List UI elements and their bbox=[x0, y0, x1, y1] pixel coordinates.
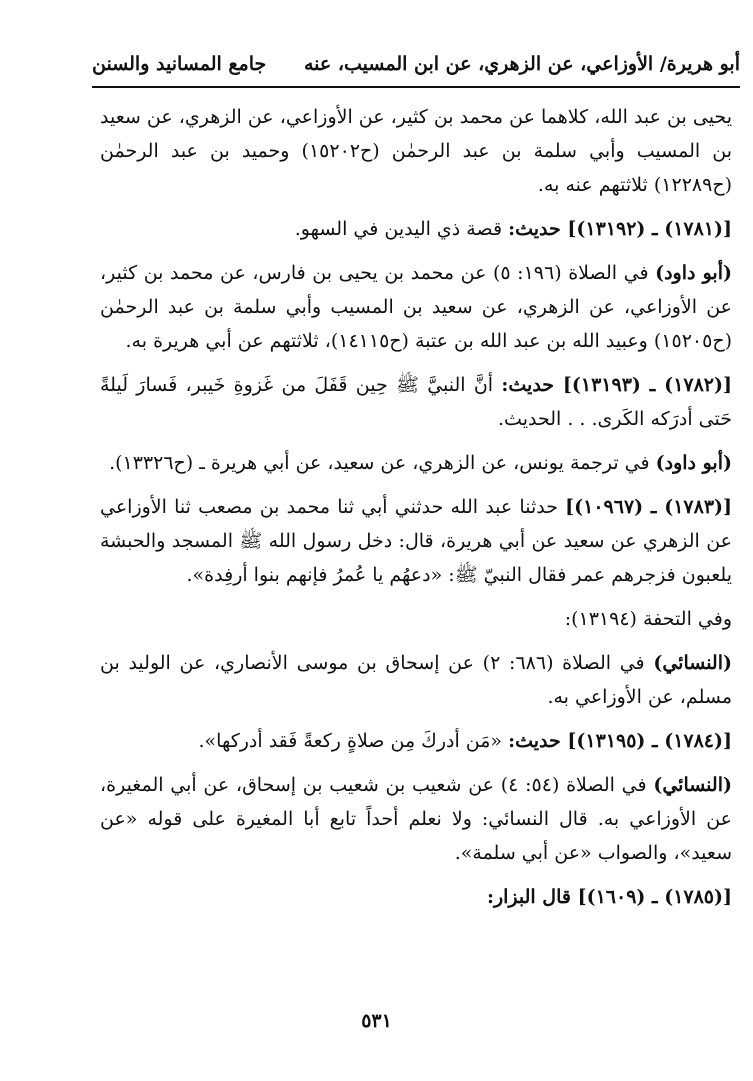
paragraph-text: في الصلاة (٥٤: ٤) عن شعيب بن شعيب بن إسحاق، عن أبي المغيرة، عن الأوزاعي به. قال النسائي: ولا نعلم أحداً تابع أبا المغيرة على قوله «عن سعيد»، والصواب «عن أبي سلمة». bbox=[100, 774, 732, 864]
paragraph-text: حدثنا عبد الله حدثني أبي ثنا محمد بن مصعب ثنا الأوزاعي عن الزهري عن سعيد عن أبي هريرة، قال: دخل رسول الله ﷺ المسجد والحبشة يلعبون فزجرهم عمر فقال النبيّ ﷺ: «دعهُم يا عُمرُ فإنهم بنوا أرفِدة». bbox=[100, 496, 732, 586]
source-name: (النسائي) bbox=[653, 774, 732, 796]
running-header bbox=[92, 44, 740, 84]
hadith-entry bbox=[100, 368, 732, 436]
entry-heading: [(١٧٨١) ـ (١٣١٩٢)] حديث: bbox=[508, 218, 732, 240]
paragraph-text: «مَن أدركَ مِن صلاةٍ ركعةً فَقد أدركها». bbox=[198, 730, 509, 752]
paragraph bbox=[100, 602, 732, 636]
source-name: (أبو داود) bbox=[655, 452, 732, 474]
hadith-entry bbox=[100, 490, 732, 592]
entry-heading: [(١٧٨٤) ـ (١٣١٩٥)] حديث: bbox=[508, 730, 732, 752]
header-book-title: جامع المسانيد والسنن bbox=[92, 53, 267, 75]
hadith-entry bbox=[100, 212, 732, 246]
source-name: (النسائي) bbox=[653, 652, 732, 674]
entry-heading: [(١٧٨٣) ـ (١٠٩٦٧)] bbox=[565, 496, 733, 518]
paragraph bbox=[100, 256, 732, 358]
header-chapter-title: أبو هريرة/ الأوزاعي، عن الزهري، عن ابن المسيب، عنه bbox=[304, 53, 740, 75]
paragraph-text: أنَّ النبيَّ ﷺ حِين قَفَلَ من غَزوةِ خَيبر، فَسارَ لَيلةً حَتى أدرَكه الكَرى. . . الحديث. bbox=[100, 374, 732, 430]
paragraph-text: في الصلاة (١٩٦: ٥) عن محمد بن يحيى بن فارس، عن محمد بن كثير، عن الأوزاعي، عن الزهري، عن سعيد بن المسيب وأبي سلمة بن عبد الرحمٰن (ح١٥٢٠٥) وعبيد الله بن عبد الله بن عتبة (ح١٤١١٥)، ثلاثتهم عن أبي هريرة به. bbox=[100, 262, 732, 352]
page-body bbox=[100, 100, 732, 924]
paragraph bbox=[100, 100, 732, 202]
hadith-entry bbox=[100, 724, 732, 758]
paragraph-text: قصة ذي اليدين في السهو. bbox=[294, 218, 509, 240]
paragraph bbox=[100, 768, 732, 870]
paragraph bbox=[100, 646, 732, 714]
paragraph bbox=[100, 446, 732, 480]
entry-heading: [(١٧٨٢) ـ (١٣١٩٣)] حديث: bbox=[501, 374, 732, 396]
paragraph-text: يحيى بن عبد الله، كلاهما عن محمد بن كثير، عن الأوزاعي، عن الزهري، عن سعيد بن المسيب وأبي سلمة بن عبد الرحمٰن (ح١٥٢٠٢) وحميد بن عبد الرحمٰن (ح١٢٢٨٩) ثلاثتهم عنه به. bbox=[100, 106, 732, 196]
header-rule bbox=[92, 86, 740, 88]
entry-heading: [(١٧٨٥) ـ (١٦٠٩)] قال البزار: bbox=[486, 886, 732, 908]
paragraph-text: في ترجمة يونس، عن الزهري، عن سعيد، عن أبي هريرة ـ (ح١٣٣٢٦). bbox=[109, 452, 656, 474]
page-number: ٥٣١ bbox=[361, 1010, 392, 1032]
paragraph-text: وفي التحفة (١٣١٩٤): bbox=[564, 608, 732, 630]
source-name: (أبو داود) bbox=[655, 262, 732, 284]
hadith-entry bbox=[100, 880, 732, 914]
paragraph-text: في الصلاة (٦٨٦: ٢) عن إسحاق بن موسى الأنصاري، عن الوليد بن مسلم، عن الأوزاعي به. bbox=[100, 652, 732, 708]
